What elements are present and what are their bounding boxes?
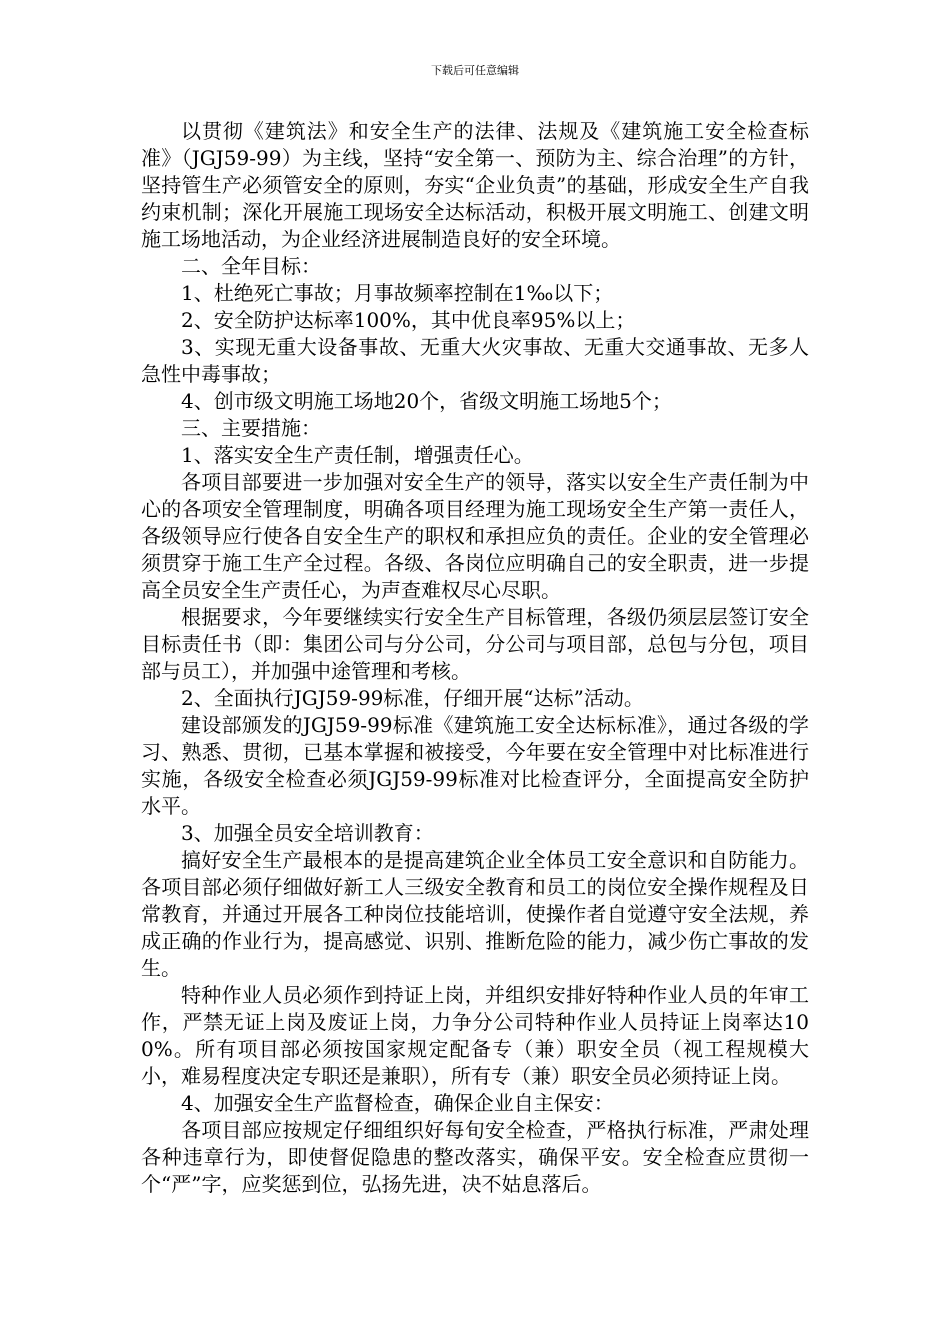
goal-item-2: 2、安全防护达标率100%，其中优良率95%以上； — [181, 308, 636, 332]
paragraph-inspection: 各项目部应按规定仔细组织好每旬安全检查，严格执行标准，严肃处理各种违章行为，即使督促隐患的整改落实，确保平安。安全检查应贯彻一个“严”字，应奖惩到位，弘扬先进，决不姑息落后。 — [141, 1118, 809, 1196]
measure-heading-3: 3、加强全员安全培训教育： — [181, 821, 434, 845]
heading-annual-goals: 二、全年目标： — [181, 254, 321, 278]
measure-heading-2: 2、全面执行JGJ59-99标准，仔细开展“达标”活动。 — [181, 686, 644, 710]
paragraph-special-operators: 特种作业人员必须作到持证上岗，并组织安排好特种作业人员的年审工作，严禁无证上岗及废证上岗，力争分公司特种作业人员持证上岗率达100%。所有项目部必须按国家规定配备专（兼）职安全员（视工程规模大小，难易程度决定专职还是兼职），所有专（兼）职安全员必须持证上岗。 — [141, 983, 809, 1088]
goal-item-3: 3、实现无重大设备事故、无重大火灾事故、无重大交通事故、无多人急性中毒事故； — [141, 335, 809, 386]
measure-heading-1: 1、落实安全生产责任制，增强责任心。 — [181, 443, 534, 467]
goal-item-4: 4、创市级文明施工场地20个，省级文明施工场地5个； — [181, 389, 672, 413]
paragraph-training: 搞好安全生产最根本的是提高建筑企业全体员工安全意识和自防能力。各项目部必须仔细做好新工人三级安全教育和员工的岗位安全操作规程及日常教育，并通过开展各工种岗位技能培训，使操作者自觉遵守安全法规，养成正确的作业行为，提高感觉、识别、推断危险的能力，减少伤亡事故的发生。 — [141, 848, 809, 980]
paragraph-intro: 以贯彻《建筑法》和安全生产的法律、法规及《建筑施工安全检查标准》（JGJ59-99）为主线，坚持“安全第一、预防为主、综合治理”的方针，坚持管生产必须管安全的原则，夯实“企业负责”的基础，形成安全生产自我约束机制；深化开展施工现场安全达标活动，积极开展文明施工、创建文明施工场地活动，为企业经济进展制造良好的安全环境。 — [141, 119, 809, 251]
measure-heading-4: 4、加强安全生产监督检查，确保企业自主保安： — [181, 1091, 614, 1115]
paragraph-standard: 建设部颁发的JGJ59-99标准《建筑施工安全达标标准》，通过各级的学习、熟悉、贯彻，已基本掌握和被接受，今年要在安全管理中对比标准进行实施，各级安全检查必须JGJ59-99标准对比检查评分，全面提高安全防护水平。 — [141, 713, 809, 818]
paragraph-target-management: 根据要求，今年要继续实行安全生产目标管理，各级仍须层层签订安全目标责任书（即：集团公司与分公司，分公司与项目部，总包与分包，项目部与员工），并加强中途管理和考核。 — [141, 605, 809, 683]
heading-main-measures: 三、主要措施： — [181, 416, 321, 440]
document-body — [141, 118, 809, 1198]
paragraph-responsibility: 各项目部要进一步加强对安全生产的领导，落实以安全生产责任制为中心的各项安全管理制度，明确各项目经理为施工现场安全生产第一责任人，各级领导应行使各自安全生产的职权和承担应负的责任。企业的安全管理必须贯穿于施工生产全过程。各级、各岗位应明确自己的安全职责，进一步提高全员安全生产责任心，为声查难权尽心尽职。 — [141, 470, 809, 602]
goal-item-1: 1、杜绝死亡事故；月事故频率控制在1‰以下； — [181, 281, 614, 305]
page-header: 下载后可任意编辑 — [431, 64, 519, 77]
